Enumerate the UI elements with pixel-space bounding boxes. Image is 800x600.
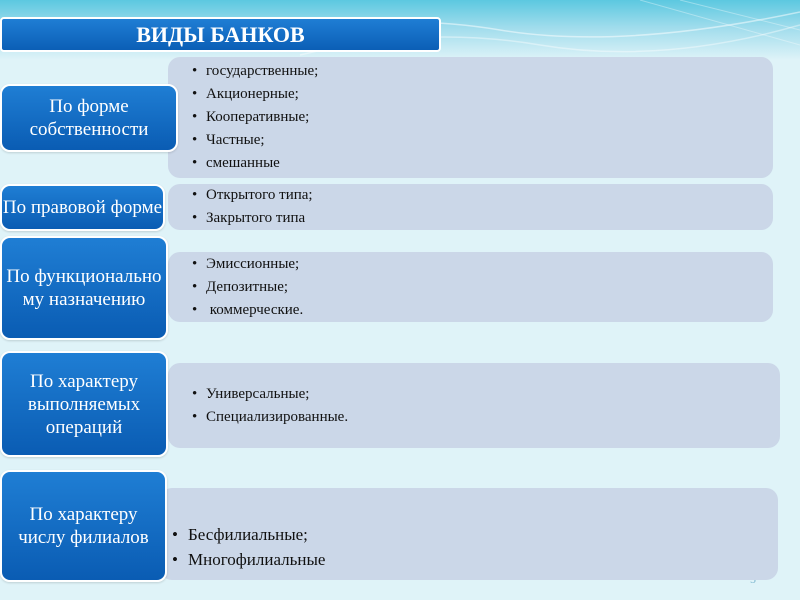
list-item: • Частные; bbox=[192, 129, 318, 152]
list-item: • Многофилиальные bbox=[172, 547, 325, 572]
category-ownership: По форме собственности bbox=[0, 84, 178, 152]
slide-title: ВИДЫ БАНКОВ bbox=[0, 17, 441, 52]
items-panel-branches bbox=[160, 488, 778, 580]
list-item: • Акционерные; bbox=[192, 83, 318, 106]
category-functional bbox=[0, 236, 168, 340]
list-item: • Эмиссионные; bbox=[192, 253, 303, 276]
category-legal-form: По правовой форме bbox=[0, 184, 165, 231]
items-panel-operations bbox=[168, 363, 780, 448]
category-branches: По характеру числу филиалов bbox=[0, 470, 167, 582]
category-operations: По характеру выполняемых операций bbox=[0, 351, 168, 457]
list-item: • Депозитные; bbox=[192, 276, 303, 299]
items-panel-functional bbox=[168, 252, 773, 322]
list-item: • Бесфилиальные; bbox=[172, 522, 325, 547]
list-item: • Универсальные; bbox=[192, 383, 348, 406]
category-label: По функциональному назначению bbox=[6, 266, 162, 310]
items-panel-legal-form bbox=[168, 184, 773, 230]
list-item: • Открытого типа; bbox=[192, 184, 313, 207]
list-item: • Кооперативные; bbox=[192, 106, 318, 129]
list-item: • смешанные bbox=[192, 152, 318, 175]
items-panel-ownership bbox=[168, 57, 773, 178]
list-item: • государственные; bbox=[192, 60, 318, 83]
list-item: • Закрытого типа bbox=[192, 207, 313, 230]
list-item: • Специализированные. bbox=[192, 406, 348, 429]
list-item: • коммерческие. bbox=[192, 299, 303, 322]
